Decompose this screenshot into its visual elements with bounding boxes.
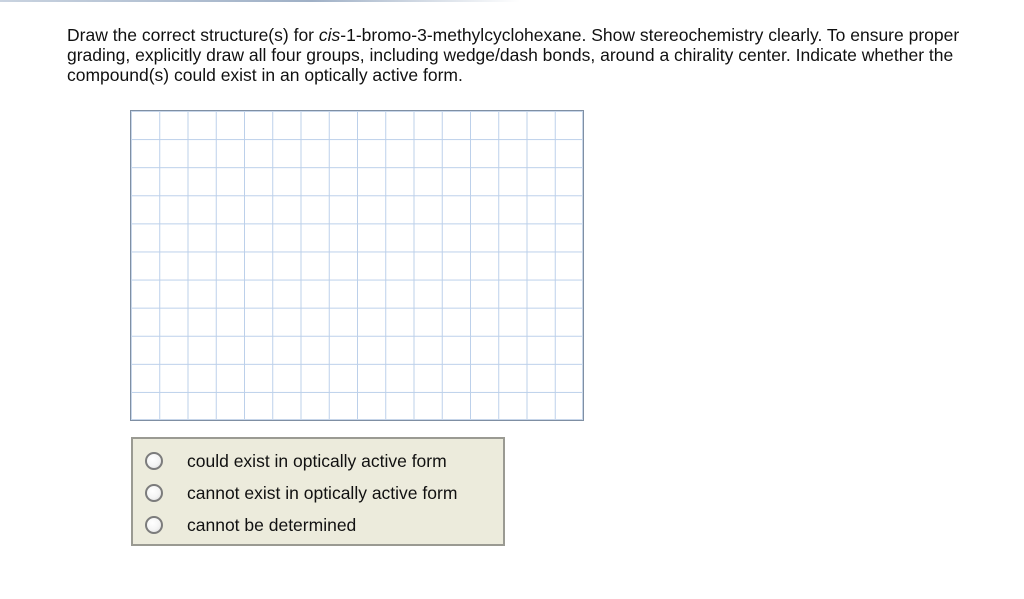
radio-icon[interactable] bbox=[145, 516, 163, 534]
option-cannot-be-determined[interactable] bbox=[145, 511, 356, 539]
radio-icon[interactable] bbox=[145, 484, 163, 502]
radio-icon[interactable] bbox=[145, 452, 163, 470]
question-italic: cis bbox=[318, 25, 341, 45]
option-label: could exist in optically active form bbox=[187, 450, 447, 471]
option-label: cannot exist in optically active form bbox=[187, 482, 458, 503]
drawing-canvas[interactable] bbox=[130, 110, 584, 421]
option-optically-active[interactable] bbox=[145, 447, 447, 475]
question-prefix: Draw the correct structure(s) for bbox=[67, 25, 319, 45]
answer-options bbox=[131, 437, 505, 546]
top-divider bbox=[0, 0, 520, 2]
option-label: cannot be determined bbox=[187, 514, 357, 535]
question-text bbox=[67, 25, 967, 85]
option-not-optically-active[interactable] bbox=[145, 479, 457, 507]
question-suffix: -1-bromo-3-methylcyclohexane. Show stereochemistry clearly. To ensure proper grading, explicitly draw all four groups, including wedge/dash bonds, around a chirality center. Indicate whether the compound(s) could exist in an optically active form. bbox=[67, 25, 960, 85]
